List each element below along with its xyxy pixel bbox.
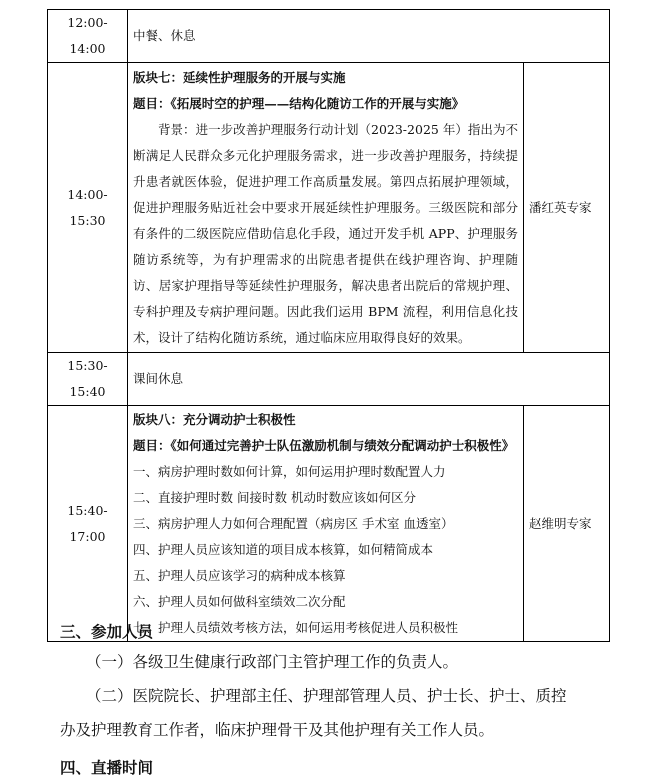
paragraph: （二）医院院长、护理部主任、护理部管理人员、护士长、护士、质控: [86, 687, 567, 705]
topic-title: 题目：《拓展时空的护理——结构化随访工作的开展与实施》: [133, 95, 465, 111]
table-row: [48, 10, 610, 63]
topic-title: 题目：《如何通过完善护士队伍激励机制与绩效分配调动护士积极性》: [133, 437, 515, 453]
section-heading: 四、直播时间: [60, 758, 154, 777]
list-item: 四、护理人员应该知道的项目成本核算，如何精简成本: [133, 541, 434, 557]
module-title: 版块七：延续性护理服务的开展与实施: [133, 69, 346, 85]
time-cell: 14:00-15:30: [48, 63, 128, 353]
content-cell: [128, 406, 524, 642]
content-cell: 课间休息: [128, 353, 610, 406]
list-item: 五、护理人员应该学习的病种成本核算: [133, 567, 346, 583]
time-cell: 12:00-14:00: [48, 10, 128, 63]
paragraph: （一）各级卫生健康行政部门主管护理工作的负责人。: [86, 653, 459, 671]
list-item: 七、护理人员绩效考核方法，如何运用考核促进人员积极性: [133, 619, 459, 635]
content-cell: 中餐、休息: [128, 10, 610, 63]
table-row: [48, 406, 610, 642]
time-cell: 15:30-15:40: [48, 353, 128, 406]
table-row: [48, 63, 610, 353]
list-item: 六、护理人员如何做科室绩效二次分配: [133, 593, 346, 609]
schedule-table: [47, 9, 610, 642]
list-item: 二、直接护理时数 间接时数 机动时数应该如何区分: [133, 489, 416, 505]
table-row: [48, 353, 610, 406]
paragraph: 办及护理教育工作者，临床护理骨干及其他护理有关工作人员。: [60, 721, 495, 739]
list-item: 三、病房护理人力如何合理配置（病房区 手术室 血透室）: [133, 515, 454, 531]
module-title: 版块八：充分调动护士积极性: [133, 411, 296, 427]
background-text: 背景：进一步改善护理服务行动计划（2023-2025 年）指出为不断满足人民群众多元化护理服务需求，进一步改善护理服务，持续提升患者就医体验，促进护理工作高质量发展。第四点拓展护理领域，促进护理服务贴近社会中要求开展延续性护理服务。三级医院和部分有条件的二级医院应借助信息化手段，通过开发手机 APP、护理服务随访系统等，为有护理需求的出院患者提供在线护理咨询、护理随访、居家护理指导等延续性护理服务，解决患者出院后的常规护理、专科护理及专病护理问题。因此我们运用 BPM 流程，利用信息化技术，设计了结构化随访系统，通过临床应用取得良好的效果。: [133, 121, 518, 345]
list-item: 一、病房护理时数如何计算，如何运用护理时数配置人力: [133, 463, 446, 479]
section-heading: 三、参加人员: [60, 622, 154, 641]
speaker-cell: 潘红英专家: [524, 63, 610, 353]
speaker-cell: 赵维明专家: [524, 406, 610, 642]
content-cell: [128, 63, 524, 353]
time-cell: 15:40-17:00: [48, 406, 128, 642]
